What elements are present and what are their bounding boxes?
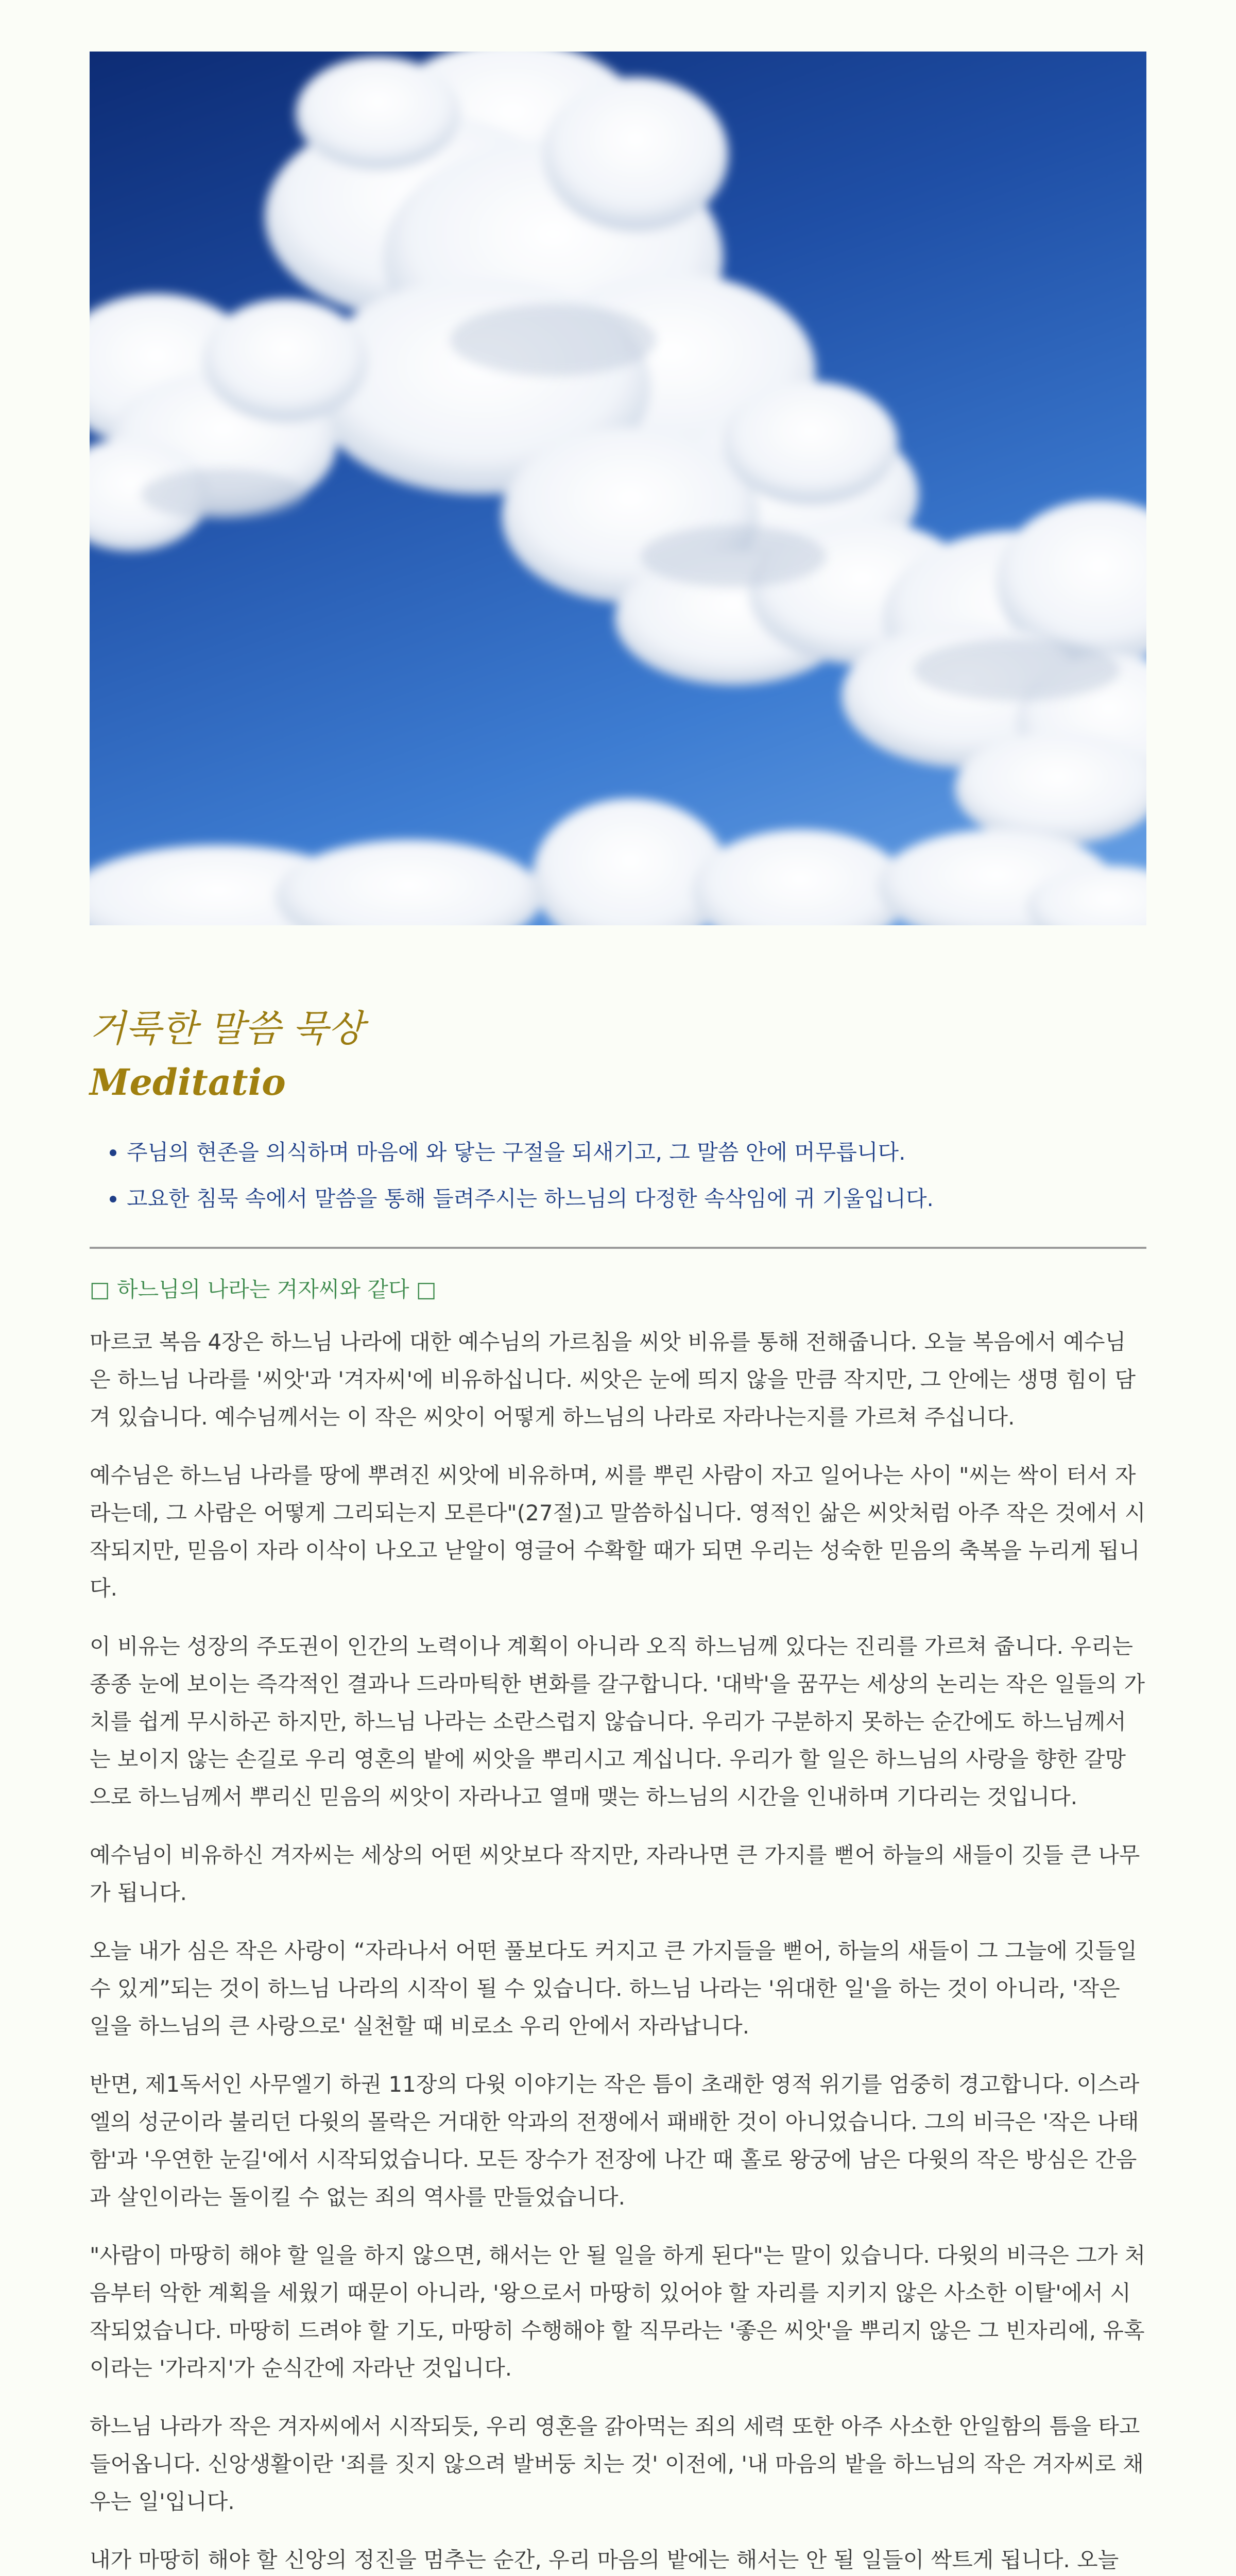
intro-item: • 주님의 현존을 의식하며 마음에 와 닿는 구절을 되새기고, 그 말씀 안에 머무릅니다. [127, 1129, 1146, 1176]
section-title: □ 하느님의 나라는 겨자씨와 같다 □ [90, 1277, 437, 1302]
body-paragraph: 이 비유는 성장의 주도권이 인간의 노력이나 계획이 아니라 오직 하느님께 있다는 진리를 가르쳐 줍니다. 우리는 종종 눈에 보이는 즉각적인 결과나 드라마틱한 변화를 갈구합니다. '대박'을 꿈꾸는 세상의 논리는 작은 일들의 가치를 쉽게 무시하곤 하지만, 하느님 나라는 소란스럽지 않습니다. 우리가 구분하지 못하는 순간에도 하느님께서는 보이지 않는 손길로 우리 영혼의 밭에 씨앗을 뿌리시고 계십니다. 우리가 할 일은 하느님의 사랑을 향한 갈망으로 하느님께서 뿌리신 믿음의 씨앗이 자라나고 열매 맺는 하느님의 시간을 인내하며 기다리는 것입니다. [90, 1634, 1145, 1809]
hero-sky-image [90, 52, 1146, 925]
body-paragraph: 반면, 제1독서인 사무엘기 하권 11장의 다윗 이야기는 작은 틈이 초래한 영적 위기를 엄중히 경고합니다. 이스라엘의 성군이라 불리던 다윗의 몰락은 거대한 악과의 전쟁에서 패배한 것이 아니었습니다. 그의 비극은 '작은 나태함'과 '우연한 눈길'에서 시작되었습니다. 모든 장수가 전장에 나간 때 홀로 왕궁에 남은 다윗의 작은 방심은 간음과 살인이라는 돌이킬 수 없는 죄의 역사를 만들었습니다. [90, 2072, 1140, 2210]
page [90, 0, 1146, 2576]
body-paragraph: 내가 마땅히 해야 할 신앙의 정진을 멈추는 순간, 우리 마음의 밭에는 해서는 안 될 일들이 싹트게 됩니다. 오늘 [90, 2547, 1119, 2572]
intro-item: • 고요한 침묵 속에서 말씀을 통해 들려주시는 하느님의 다정한 속삭임에 귀 기울입니다. [127, 1176, 1146, 1222]
body-paragraph: 마르코 복음 4장은 하느님 나라에 대한 예수님의 가르침을 씨앗 비유를 통해 전해줍니다. 오늘 복음에서 예수님은 하느님 나라를 '씨앗'과 '겨자씨'에 비유하십니다. 씨앗은 눈에 띄지 않을 만큼 작지만, 그 안에는 생명 힘이 담겨 있습니다. 예수님께서는 이 작은 씨앗이 어떻게 하느님의 나라로 자라나는지를 가르쳐 주십니다. [90, 1329, 1136, 1430]
body-paragraph: 예수님은 하느님 나라를 땅에 뿌려진 씨앗에 비유하며, 씨를 뿌린 사람이 자고 일어나는 사이 "씨는 싹이 터서 자라는데, 그 사람은 어떻게 그리되는지 모른다"(27절)고 말씀하십니다. 영적인 삶은 씨앗처럼 아주 작은 것에서 시작되지만, 믿음이 자라 이삭이 나오고 낟알이 영글어 수확할 때가 되면 우리는 성숙한 믿음의 축복을 누리게 됩니다. [90, 1463, 1146, 1601]
body-paragraph: 오늘 내가 심은 작은 사랑이 “자라나서 어떤 풀보다도 커지고 큰 가지들을 뻗어, 하늘의 새들이 그 그늘에 깃들일 수 있게”되는 것이 하느님 나라의 시작이 될 수 있습니다. 하느님 나라는 '위대한 일'을 하는 것이 아니라, '작은 일을 하느님의 큰 사랑으로' 실천할 때 비로소 우리 안에서 자라납니다. [90, 1938, 1137, 2039]
divider [90, 1247, 1146, 1249]
body-paragraph: "사람이 마땅히 해야 할 일을 하지 않으면, 해서는 안 될 일을 하게 된다"는 말이 있습니다. 다윗의 비극은 그가 처음부터 악한 계획을 세웠기 때문이 아니라, '왕으로서 마땅히 있어야 할 자리를 지키지 않은 사소한 이탈'에서 시작되었습니다. 마땅히 드려야 할 기도, 마땅히 수행해야 할 직무라는 '좋은 씨앗'을 뿌리지 않은 그 빈자리에, 유혹이라는 '가라지'가 순식간에 자라난 것입니다. [90, 2243, 1146, 2381]
page-subtitle: Meditatio [90, 1061, 286, 1104]
page-title: 거룩한 말씀 묵상 [90, 1007, 364, 1050]
body-paragraph: 예수님이 비유하신 겨자씨는 세상의 어떤 씨앗보다 작지만, 자라나면 큰 가지를 뻗어 하늘의 새들이 깃들 큰 나무가 됩니다. [90, 1842, 1140, 1905]
cloud-illustration [90, 52, 1146, 925]
meditation-body [90, 1323, 1146, 2576]
intro-list [90, 1129, 1146, 1222]
body-paragraph: 하느님 나라가 작은 겨자씨에서 시작되듯, 우리 영혼을 갉아먹는 죄의 세력 또한 아주 사소한 안일함의 틈을 타고 들어옵니다. 신앙생활이란 '죄를 짓지 않으려 발버둥 치는 것' 이전에, '내 마음의 밭을 하느님의 작은 겨자씨로 채우는 일'입니다. [90, 2414, 1144, 2514]
